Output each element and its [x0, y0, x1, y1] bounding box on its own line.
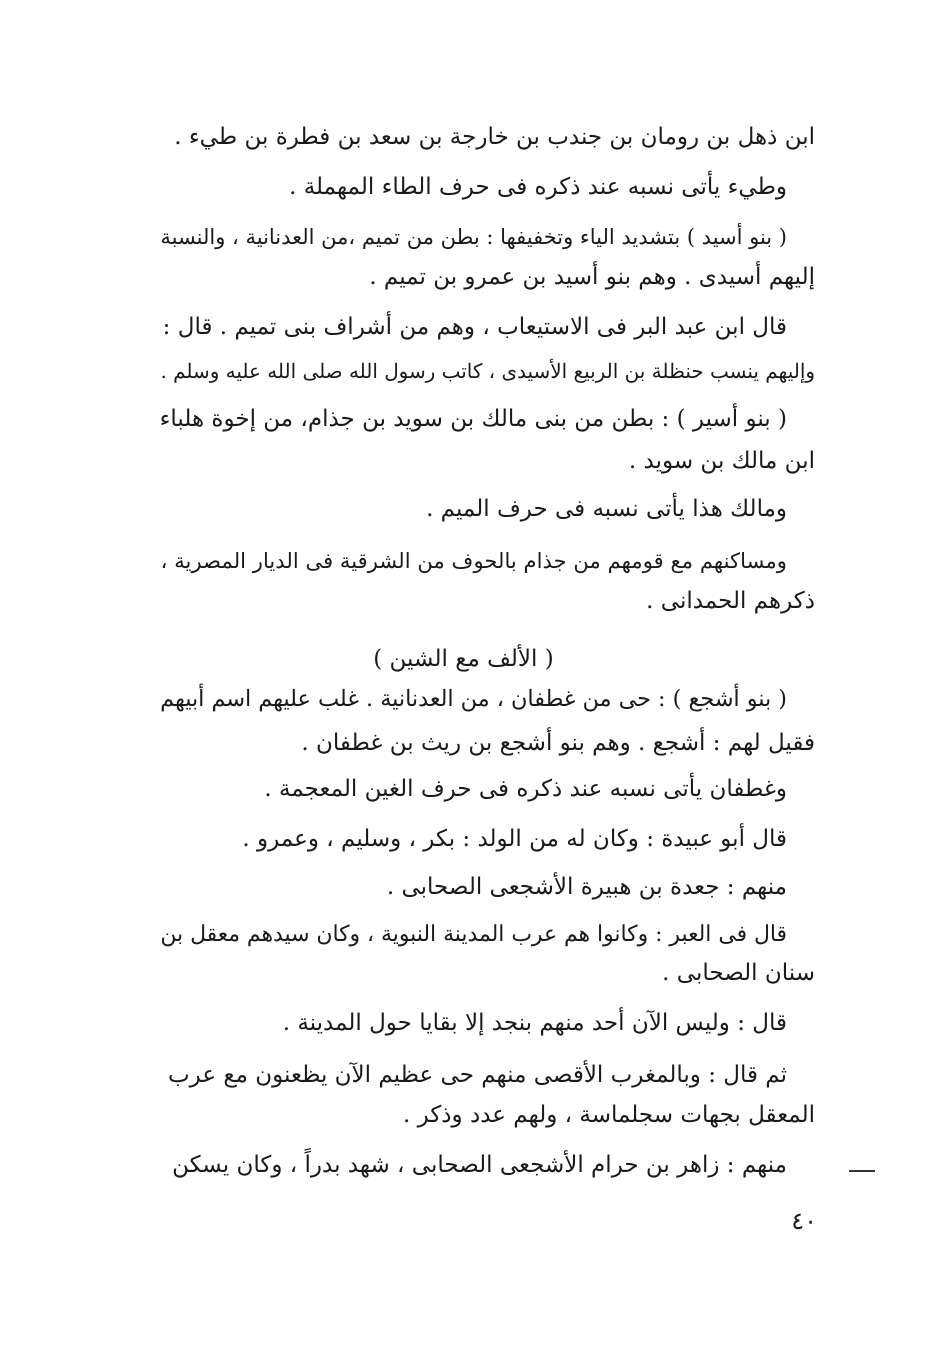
margin-rule: [849, 1170, 875, 1172]
text-line: وطيء يأتى نسبه عند ذكره فى حرف الطاء المهملة .: [289, 174, 787, 200]
text-line: قال أبو عبيدة : وكان له من الولد : بكر ، وسليم ، وعمرو .: [242, 826, 787, 852]
text-line: ومالك هذا يأتى نسبه فى حرف الميم .: [426, 496, 787, 522]
text-line: ابن مالك بن سويد .: [628, 448, 815, 474]
text-line: منهم : زاهر بن حرام الأشجعى الصحابى ، شهد بدراً ، وكان يسكن: [172, 1152, 787, 1178]
text-line: وغطفان يأتى نسبه عند ذكره فى حرف الغين المعجمة .: [264, 776, 787, 802]
page-number: ٤٠: [791, 1207, 817, 1235]
text-line: فقيل لهم : أشجع . وهم بنو أشجع بن ريث بن غطفان .: [301, 730, 815, 756]
text-line: ثم قال : وبالمغرب الأقصى منهم حى عظيم الآن يظعنون مع عرب: [168, 1062, 787, 1088]
text-line: المعقل بجهات سجلماسة ، ولهم عدد وذكر .: [403, 1102, 815, 1128]
text-line: قال : وليس الآن أحد منهم بنجد إلا بقايا حول المدينة .: [282, 1010, 787, 1036]
text-line: ومساكنهم مع قومهم من جذام بالحوف من الشرقية فى الديار المصرية ،: [160, 548, 787, 573]
text-line: قال فى العبر : وكانوا هم عرب المدينة النبوية ، وكان سيدهم معقل بن: [160, 922, 787, 947]
text-line: منهم : جعدة بن هبيرة الأشجعى الصحابى .: [386, 874, 787, 900]
text-line: ( بنو أسيد ) بتشديد الياء وتخفيفها : بطن من تميم ،من العدنانية ، والنسبة: [160, 225, 787, 249]
text-line: إليهم أسيدى . وهم بنو أسيد بن عمرو بن تميم .: [369, 264, 815, 290]
text-line: وإليهم ينسب حنظلة بن الربيع الأسيدى ، كاتب رسول الله صلى الله عليه وسلم .: [160, 359, 815, 383]
text-line: ذكرهم الحمدانى .: [646, 588, 815, 614]
section-heading: ( الألف مع الشين ): [373, 646, 554, 672]
text-line: ( بنو أشجع ) : حى من غطفان ، من العدنانية . غلب عليهم اسم أبيهم: [160, 686, 787, 712]
text-line: ابن ذهل بن رومان بن جندب بن خارجة بن سعد بن فطرة بن طيء .: [174, 124, 815, 150]
text-line: قال ابن عبد البر فى الاستيعاب ، وهم من أشراف بنى تميم . قال :: [162, 314, 787, 340]
text-line: ( بنو أسير ) : بطن من بنى مالك بن سويد بن جذام، من إخوة هلباء: [159, 406, 787, 432]
text-line: سنان الصحابى .: [662, 960, 815, 986]
